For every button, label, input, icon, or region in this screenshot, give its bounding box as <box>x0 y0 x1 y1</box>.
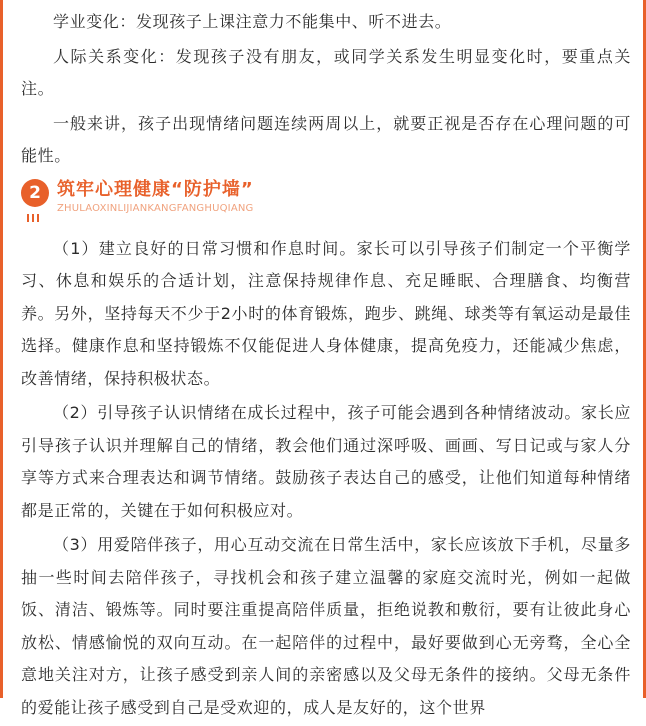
paragraph-emotions: （2）引导孩子认识情绪在成长过程中，孩子可能会遇到各种情绪波动。家长应引导孩子认识并理解自己的情绪，教会他们通过深呼吸、画画、写日记或与家人分享等方式来合理表达和调节情绪。鼓励孩子表达自己的感受，让他们知道每种情绪都是正常的，关键在于如何积极应对。 <box>21 403 631 520</box>
badge-stripes-icon <box>27 207 43 216</box>
article-content <box>21 6 631 726</box>
section-heading <box>21 177 631 227</box>
section-number-badge <box>21 179 49 217</box>
paragraph-two-weeks: 一般来讲，孩子出现情绪问题连续两周以上，就要正视是否存在心理问题的可能性。 <box>21 113 631 165</box>
section-title: 筑牢心理健康“防护墙” <box>57 178 254 200</box>
section-subtitle: ZHULAOXINLIJIANKANGFANGHUQIANG <box>57 202 254 214</box>
section-number: 2 <box>21 179 49 207</box>
paragraph-academic-change: 学业变化：发现孩子上课注意力不能集中、听不进去。 <box>53 12 452 31</box>
paragraph-companionship: （3）用爱陪伴孩子，用心互动交流在日常生活中，家长应该放下手机，尽量多抽一些时间去陪伴孩子，寻找机会和孩子建立温馨的家庭交流时光，例如一起做饭、清洁、锻炼等。同时要注重提高陪伴质量，拒绝说教和敷衍，要有让彼此身心放松、情感愉悦的双向互动。在一起陪伴的过程中，最好要做到心无旁骛，全心全意地关注对方，让孩子感受到亲人间的亲密感以及父母无条件的接纳。父母无条件的爱能让孩子感受到自己是受欢迎的，成人是友好的，这个世界 <box>21 535 631 717</box>
paragraph-habits: （1）建立良好的日常习惯和作息时间。家长可以引导孩子们制定一个平衡学习、休息和娱乐的合适计划，注意保持规律作息、充足睡眠、合理膳食、均衡营养。另外，坚持每天不少于2小时的体育锻炼，跑步、跳绳、球类等有氧运动是最佳选择。健康作息和坚持锻炼不仅能促进人身体健康，提高免疫力，还能减少焦虑，改善情绪，保持积极状态。 <box>21 238 631 388</box>
paragraph-social-change: 人际关系变化：发现孩子没有朋友，或同学关系发生明显变化时，要重点关注。 <box>21 46 631 98</box>
